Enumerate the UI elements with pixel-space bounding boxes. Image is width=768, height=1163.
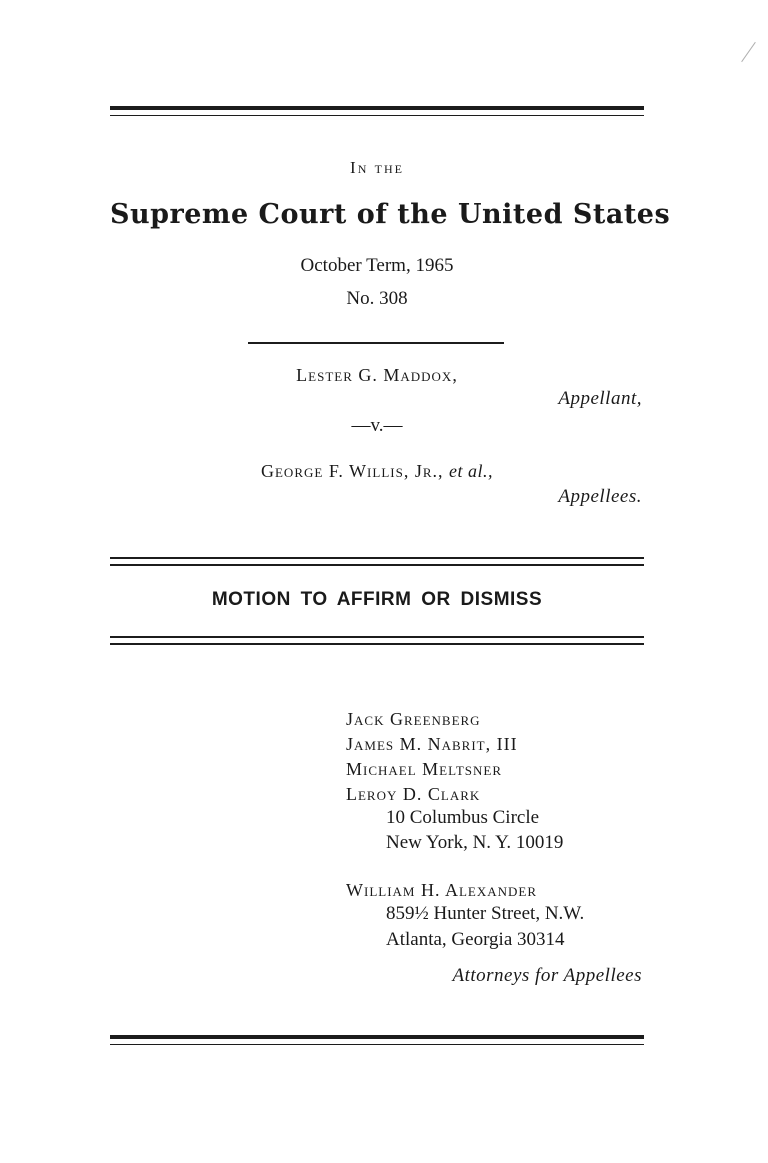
bottom-rule [110,1035,644,1045]
counsel-role: Attorneys for Appellees [452,965,642,986]
caption-rule [248,342,504,344]
attorney-name: Michael Meltsner [346,759,503,779]
appellee-name: George F. Willis, Jr., [260,461,444,481]
appellee-line [110,461,644,482]
title-rule-top [110,557,644,566]
court-name: Supreme Court of the United States [110,199,671,230]
address-line: 10 Columbus Circle [386,807,540,828]
term: October Term, 1965 [300,255,454,276]
address-line: 859½ Hunter Street, N.W. [386,903,585,924]
appellee-role: Appellees. [558,486,642,507]
top-rule [110,106,644,116]
appellee-suffix: et al., [449,461,493,481]
document-title: MOTION TO AFFIRM OR DISMISS [211,589,543,610]
page-mark [741,42,756,62]
appellant-name: Lester G. Maddox, [296,365,458,385]
local-counsel-name: William H. Alexander [346,880,538,900]
address-line: New York, N. Y. 10019 [386,832,564,853]
versus: —v.— [351,415,403,436]
docket-number: No. 308 [346,288,408,309]
in-the-label: In the [350,158,404,177]
attorney-name: James M. Nabrit, III [346,734,518,754]
attorney-name: Jack Greenberg [346,709,481,729]
appellant-role: Appellant, [558,388,642,409]
attorney-name: Leroy D. Clark [346,784,481,804]
address-line: Atlanta, Georgia 30314 [386,929,565,950]
title-rule-bottom [110,636,644,645]
